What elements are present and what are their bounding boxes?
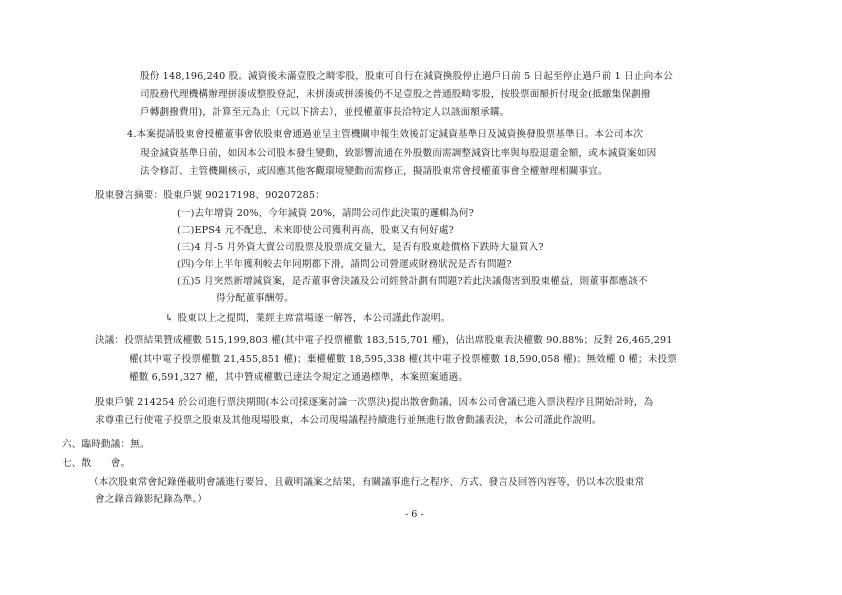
text-line: 六、臨時動議：無。	[62, 439, 150, 450]
text-line: (四)今年上半年獲利較去年同期都下滑，請問公司營運或財務狀況是否有問題?	[177, 259, 512, 270]
text-line: 得分配董事酬勞。	[216, 293, 294, 304]
text-line: 權數 6,591,327 權，其中贊成權數已達法令規定之通過標準，本案照案通過。	[129, 372, 469, 383]
text-line: (一)去年增資 20%、今年減資 20%，請問公司作此決策的邏輯為何?	[177, 208, 474, 219]
bullet-arrow-icon: ↳	[165, 313, 174, 324]
text-line: 股東發言摘要：股東戶號 90217198、90207285：	[95, 190, 325, 201]
text-line: 求尊重已行使電子投票之股東及其他現場股東，本公司現場議程持續進行並無進行散會動議表決，本公司謹此作說明。	[95, 415, 602, 426]
text-line: (五)5 月突然新增減資案，是否董事會決議及公司經營計劃有問題?若此決議傷害到股東權益，則董事都應該不	[177, 276, 648, 287]
text-line: (三)4 月-5 月外資大賣公司股票及股票成交量大，是否有股東趁價格下跌時大量買入?	[177, 242, 544, 253]
text-line: 4.本案提請股東會授權董事會依股東會通過並呈主管機關申報生效後訂定減資基準日及減資換發股票基準日。本公司本次	[127, 129, 644, 140]
text-line: 權(其中電子投票權數 21,455,851 權)；棄權權數 18,595,338 權(其中電子投票權數 18,590,058 權)；無效權 0 權；未投票	[129, 354, 677, 365]
text-line: (二)EPS4 元不配息，未來即使公司獲利再高，股東又有何好處?	[177, 225, 454, 236]
text-line: 現金減資基準日前，如因本公司股本發生變動，致影響流通在外股數而需調整減資比率與每股退還金額，或本減資案如因	[140, 148, 657, 159]
page-number: - 6 -	[405, 509, 424, 520]
text-line: （本次股東常會紀錄僅載明會議進行要旨，且載明議案之結果，有關議事進行之程序、方式、發言及回答內容等，仍以本次股東常	[89, 477, 645, 488]
text-line: 股東戶號 214254 於公司進行票決期間(本公司採逐案討論一次票決)提出散會動議，因本公司會議已進入票決程序且開始計時，為	[95, 397, 654, 408]
text-line: 法令修訂、主管機關核示，或因應其他客觀環境變動而需修正，擬請股東常會授權董事會全權辦理相關事宜。	[140, 166, 608, 177]
text-line: 會之錄音錄影紀錄為準。）	[95, 494, 208, 505]
text-line: ↳ 股東以上之提問，業經主席當場逐一解答，本公司謹此作說明。	[165, 313, 451, 324]
text-line: 七、散 會。	[62, 458, 131, 469]
text-line: 股份 148,196,240 股。減資後未滿壹股之畸零股，股東可自行在減資換股停止過戶日前 5 日起至停止過戶前 1 日止向本公	[140, 71, 673, 82]
text-line: 戶轉劃撥費用)，計算至元為止（元以下捨去），並授權董事長洽特定人以該面額承購。	[140, 107, 510, 118]
text-line: 司股務代理機構辦理拼湊成整股登記，未拼湊或拼湊後仍不足壹股之普通股畸零股，按股票面額折付現金(抵繳集保劃撥	[140, 89, 651, 100]
text-line: 決議：投票結果贊成權數 515,199,803 權(其中電子投票權數 183,515,701 權)，佔出席股東表決權數 90.88%；反對 26,465,291	[95, 335, 673, 346]
